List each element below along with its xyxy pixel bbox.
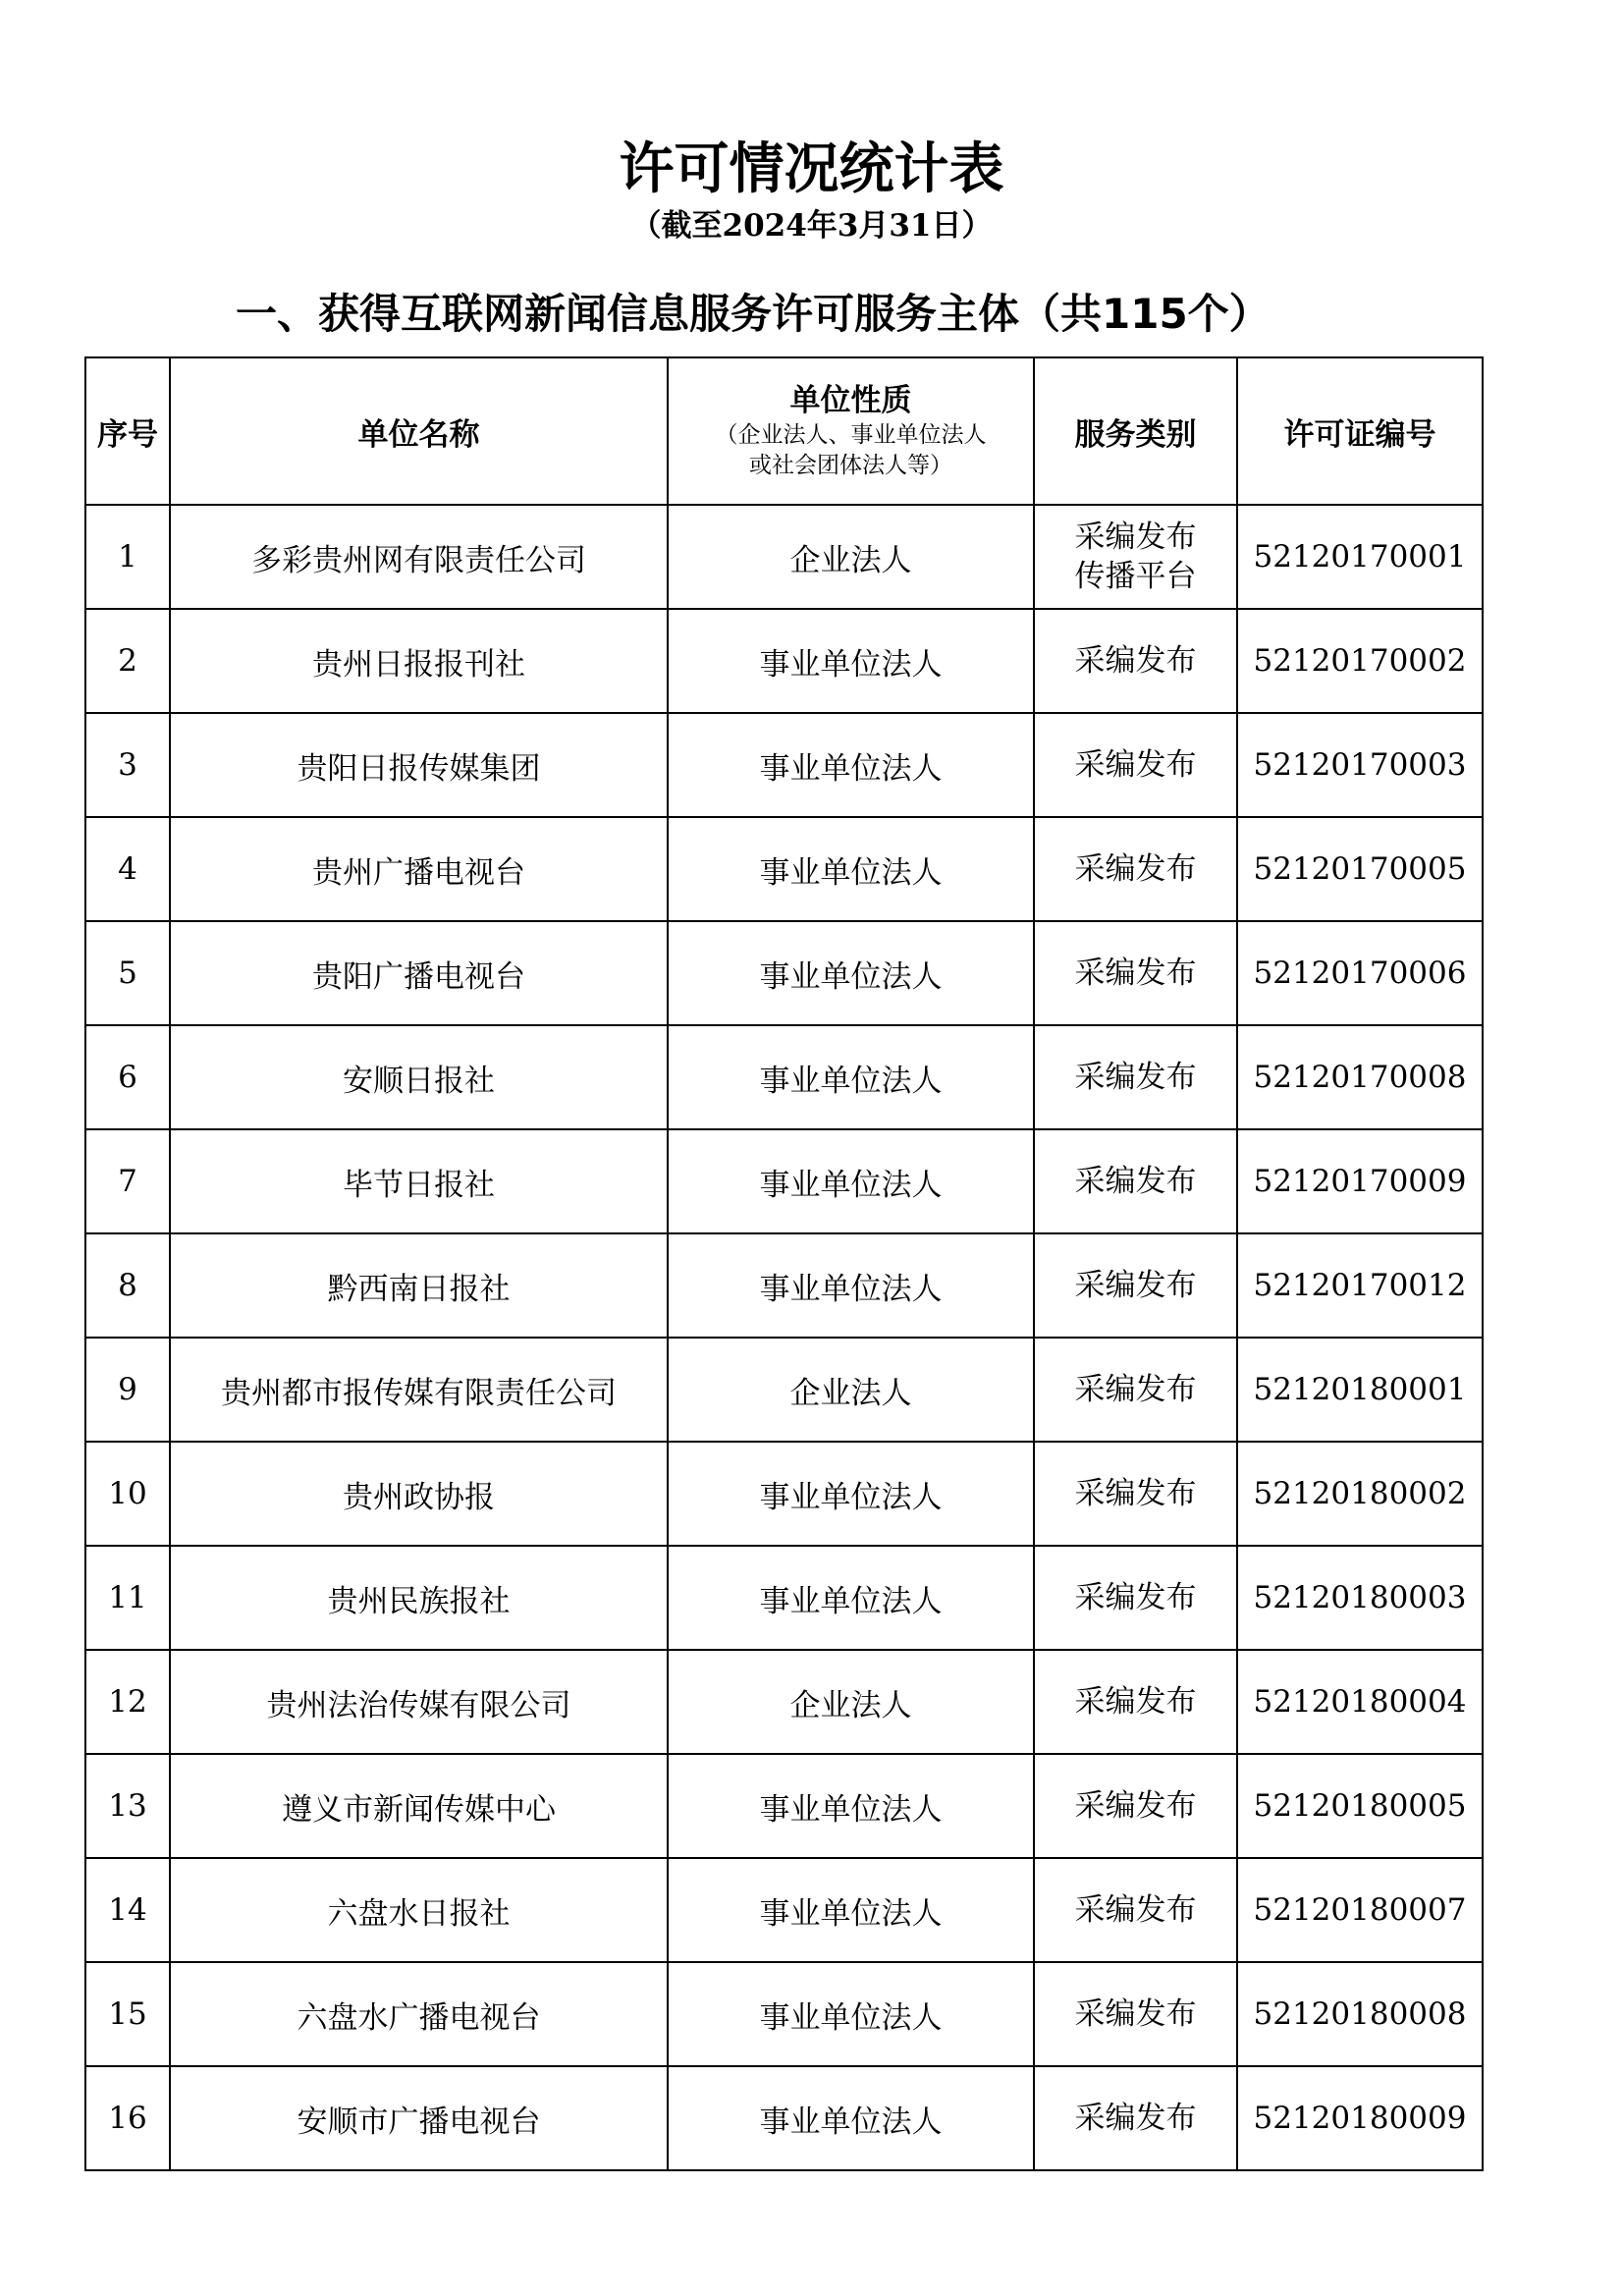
row-service-type [1034, 505, 1237, 609]
row-unit-nature: 企业法人 [668, 1650, 1034, 1754]
service-type-line: 采编发布 [1074, 1580, 1197, 1615]
row-unit-name: 遵义市新闻传媒中心 [170, 1754, 668, 1858]
row-unit-name: 贵州法治传媒有限公司 [170, 1650, 668, 1754]
row-unit-name: 贵州民族报社 [170, 1546, 668, 1650]
row-unit-name: 贵州都市报传媒有限责任公司 [170, 1338, 668, 1442]
row-license-number: 52120180007 [1237, 1858, 1483, 1962]
service-type-line: 采编发布 [1074, 851, 1197, 887]
row-unit-nature: 企业法人 [668, 505, 1034, 609]
row-service-type [1034, 609, 1237, 713]
service-type-line: 采编发布 [1074, 747, 1197, 783]
row-license-number: 52120180005 [1237, 1754, 1483, 1858]
row-index: 4 [85, 817, 170, 921]
row-service-type [1034, 921, 1237, 1025]
header-name [170, 357, 668, 505]
row-index: 10 [85, 1442, 170, 1546]
table-body [85, 505, 1483, 2170]
row-unit-nature: 事业单位法人 [668, 713, 1034, 817]
row-unit-name: 贵州广播电视台 [170, 817, 668, 921]
row-unit-name: 黔西南日报社 [170, 1233, 668, 1338]
row-service-type [1034, 2066, 1237, 2170]
table-row [85, 1233, 1483, 1338]
table-row [85, 817, 1483, 921]
header-nature-label: 单位性质 [789, 383, 912, 418]
table-row [85, 1129, 1483, 1233]
row-unit-name: 贵阳日报传媒集团 [170, 713, 668, 817]
service-type-line: 采编发布 [1074, 643, 1197, 679]
row-unit-nature: 事业单位法人 [668, 1546, 1034, 1650]
header-service-label: 服务类别 [1074, 416, 1197, 453]
document-subtitle-date: （截至2024年3月31日） [630, 208, 993, 244]
row-index: 1 [85, 505, 170, 609]
table-row [85, 609, 1483, 713]
row-unit-nature: 事业单位法人 [668, 1858, 1034, 1962]
row-index: 16 [85, 2066, 170, 2170]
section-heading: 一、获得互联网新闻信息服务许可服务主体（共115个） [236, 290, 1271, 338]
table-row [85, 1858, 1483, 1962]
service-type-line: 采编发布 [1074, 1684, 1197, 1720]
row-unit-nature: 事业单位法人 [668, 1962, 1034, 2066]
row-index: 12 [85, 1650, 170, 1754]
header-index [85, 357, 170, 505]
header-index-label: 序号 [97, 416, 158, 453]
row-unit-nature: 事业单位法人 [668, 2066, 1034, 2170]
service-type-line: 采编发布 [1074, 1060, 1197, 1095]
row-service-type [1034, 1442, 1237, 1546]
service-type-line: 采编发布 [1074, 1372, 1197, 1407]
row-index: 3 [85, 713, 170, 817]
row-unit-name: 六盘水广播电视台 [170, 1962, 668, 2066]
table-row [85, 1754, 1483, 1858]
row-index: 6 [85, 1025, 170, 1129]
table-row [85, 1025, 1483, 1129]
header-license-label: 许可证编号 [1283, 416, 1436, 453]
row-unit-name: 贵阳广播电视台 [170, 921, 668, 1025]
table-row [85, 1338, 1483, 1442]
row-unit-nature: 事业单位法人 [668, 1129, 1034, 1233]
row-service-type [1034, 1338, 1237, 1442]
table-row [85, 2066, 1483, 2170]
header-license [1237, 357, 1483, 505]
service-type-line: 采编发布 [1074, 2101, 1197, 2136]
row-unit-nature: 企业法人 [668, 1338, 1034, 1442]
row-index: 7 [85, 1129, 170, 1233]
row-license-number: 52120170003 [1237, 713, 1483, 817]
row-license-number: 52120180004 [1237, 1650, 1483, 1754]
table-row [85, 1546, 1483, 1650]
header-nature-note-line2: 或社会团体法人等） [749, 453, 952, 478]
row-license-number: 52120170006 [1237, 921, 1483, 1025]
row-unit-name: 贵州日报报刊社 [170, 609, 668, 713]
row-index: 15 [85, 1962, 170, 2066]
row-index: 5 [85, 921, 170, 1025]
row-unit-name: 多彩贵州网有限责任公司 [170, 505, 668, 609]
row-license-number: 52120170008 [1237, 1025, 1483, 1129]
row-license-number: 52120170012 [1237, 1233, 1483, 1338]
table-row [85, 1650, 1483, 1754]
table-row [85, 1442, 1483, 1546]
row-service-type [1034, 1858, 1237, 1962]
row-unit-nature: 事业单位法人 [668, 609, 1034, 713]
service-type-line: 采编发布 [1074, 1996, 1197, 2032]
header-name-label: 单位名称 [357, 416, 480, 453]
row-unit-nature: 事业单位法人 [668, 817, 1034, 921]
header-service [1034, 357, 1237, 505]
document-title: 许可情况统计表 [619, 137, 1004, 201]
row-service-type [1034, 1025, 1237, 1129]
row-index: 8 [85, 1233, 170, 1338]
service-type-line: 采编发布 [1074, 1788, 1197, 1824]
row-license-number: 52120180008 [1237, 1962, 1483, 2066]
table-row [85, 505, 1483, 609]
row-index: 14 [85, 1858, 170, 1962]
row-unit-nature: 事业单位法人 [668, 1442, 1034, 1546]
row-service-type [1034, 817, 1237, 921]
row-unit-name: 安顺市广播电视台 [170, 2066, 668, 2170]
row-service-type [1034, 1129, 1237, 1233]
table-header-row [85, 357, 1483, 505]
row-index: 2 [85, 609, 170, 713]
service-type-line: 传播平台 [1074, 559, 1197, 594]
row-unit-nature: 事业单位法人 [668, 1233, 1034, 1338]
row-license-number: 52120180009 [1237, 2066, 1483, 2170]
row-license-number: 52120180002 [1237, 1442, 1483, 1546]
row-license-number: 52120170001 [1237, 505, 1483, 609]
row-license-number: 52120180001 [1237, 1338, 1483, 1442]
row-index: 11 [85, 1546, 170, 1650]
row-unit-name: 六盘水日报社 [170, 1858, 668, 1962]
service-type-line: 采编发布 [1074, 956, 1197, 991]
row-service-type [1034, 1962, 1237, 2066]
service-type-line: 采编发布 [1074, 519, 1197, 555]
license-table [84, 356, 1484, 2171]
row-service-type [1034, 713, 1237, 817]
row-unit-name: 安顺日报社 [170, 1025, 668, 1129]
row-service-type [1034, 1754, 1237, 1858]
row-service-type [1034, 1650, 1237, 1754]
row-license-number: 52120170005 [1237, 817, 1483, 921]
table-row [85, 713, 1483, 817]
row-license-number: 52120180003 [1237, 1546, 1483, 1650]
header-nature-note-line1: （企业法人、事业单位法人 [715, 422, 987, 448]
row-unit-name: 贵州政协报 [170, 1442, 668, 1546]
row-unit-name: 毕节日报社 [170, 1129, 668, 1233]
row-service-type [1034, 1546, 1237, 1650]
service-type-line: 采编发布 [1074, 1164, 1197, 1199]
row-unit-nature: 事业单位法人 [668, 1754, 1034, 1858]
row-license-number: 52120170009 [1237, 1129, 1483, 1233]
row-license-number: 52120170002 [1237, 609, 1483, 713]
service-type-line: 采编发布 [1074, 1268, 1197, 1303]
row-index: 9 [85, 1338, 170, 1442]
table-row [85, 921, 1483, 1025]
row-unit-nature: 事业单位法人 [668, 1025, 1034, 1129]
service-type-line: 采编发布 [1074, 1476, 1197, 1511]
table-row [85, 1962, 1483, 2066]
row-unit-nature: 事业单位法人 [668, 921, 1034, 1025]
service-type-line: 采编发布 [1074, 1892, 1197, 1928]
header-nature [668, 357, 1034, 505]
row-index: 13 [85, 1754, 170, 1858]
row-service-type [1034, 1233, 1237, 1338]
